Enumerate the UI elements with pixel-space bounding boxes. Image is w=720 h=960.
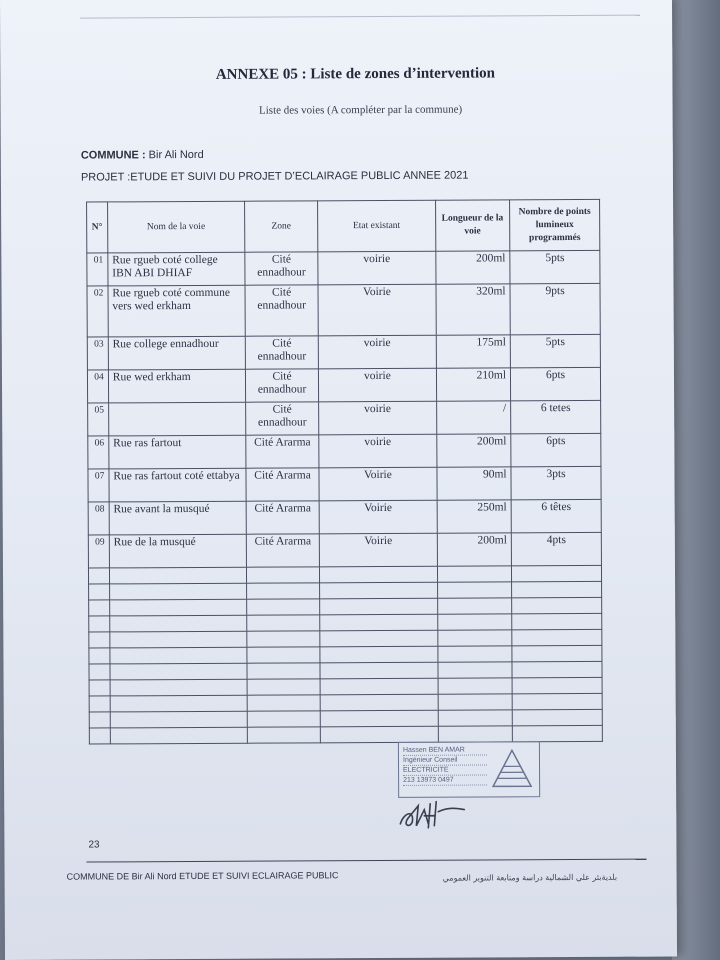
row-nom-cell xyxy=(108,402,245,436)
empty-cell xyxy=(109,583,246,600)
row-num-cell: 09 xyxy=(88,535,109,568)
page-title: ANNEXE 05 : Liste de zones d’intervention xyxy=(215,65,496,83)
empty-cell xyxy=(438,662,513,678)
row-etat-cell: voirie xyxy=(319,434,436,468)
empty-cell xyxy=(89,584,110,600)
empty-cell xyxy=(320,630,437,647)
empty-cell xyxy=(437,598,512,614)
empty-cell xyxy=(512,581,602,597)
empty-cell xyxy=(247,647,321,663)
row-points-cell: 6 têtes xyxy=(511,499,601,532)
row-zone-cell: Cité ennadhour xyxy=(245,369,319,402)
empty-cell xyxy=(247,711,321,727)
header-num: N° xyxy=(87,202,108,253)
empty-cell xyxy=(438,726,513,742)
row-etat-cell: Voirie xyxy=(318,284,436,336)
zones-table xyxy=(86,199,603,745)
stamp-line-2: Ingénieur Conseil xyxy=(403,755,487,765)
row-zone-cell: Cité ennadhour xyxy=(245,252,319,285)
row-points-cell: 5pts xyxy=(510,250,600,283)
empty-cell xyxy=(110,711,247,728)
empty-cell xyxy=(437,566,512,582)
empty-cell xyxy=(110,727,247,744)
empty-cell xyxy=(247,663,321,679)
empty-cell xyxy=(247,695,321,711)
empty-cell xyxy=(512,661,602,677)
row-zone-cell: Cité Ararma xyxy=(246,501,320,534)
empty-cell xyxy=(247,631,321,647)
table-row xyxy=(87,283,600,337)
row-etat-cell: Voirie xyxy=(319,467,436,501)
empty-cell xyxy=(437,630,512,646)
empty-cell xyxy=(246,599,320,615)
row-points-cell: 6pts xyxy=(511,433,601,466)
stamp-line-1: Hassen BEN AMAR xyxy=(403,745,487,755)
row-nom-cell: Rue ras fartout xyxy=(109,435,246,469)
row-points-cell: 9pts xyxy=(510,283,600,334)
empty-cell xyxy=(89,712,110,728)
row-nom-cell: Rue rgueb coté college IBN ABI DHIAF xyxy=(108,252,245,286)
footer-rule xyxy=(87,859,647,863)
empty-cell xyxy=(89,616,110,632)
empty-cell xyxy=(320,662,437,679)
footer-right: بلديةبئر علي الشمالية دراسة ومتابعة التنوير العمومي xyxy=(442,872,618,883)
empty-cell xyxy=(89,632,110,648)
page-number: 23 xyxy=(88,839,100,851)
empty-cell xyxy=(512,597,602,613)
row-etat-cell: voirie xyxy=(318,251,435,285)
empty-cell xyxy=(110,695,247,712)
row-num-cell: 04 xyxy=(87,370,108,403)
table-header-row xyxy=(87,199,600,253)
row-num-cell: 07 xyxy=(88,469,109,502)
empty-cell xyxy=(109,599,246,616)
row-etat-cell: voirie xyxy=(319,335,436,369)
row-etat-cell: Voirie xyxy=(319,500,436,534)
empty-cell xyxy=(437,646,512,662)
empty-cell xyxy=(110,663,247,680)
empty-cell xyxy=(512,565,602,581)
empty-cell xyxy=(437,582,512,598)
row-longueur-cell: 250ml xyxy=(437,500,512,533)
empty-cell xyxy=(320,678,437,695)
empty-cell xyxy=(512,629,602,645)
engineer-stamp xyxy=(398,741,540,798)
row-num-cell: 03 xyxy=(87,337,108,370)
row-longueur-cell: 210ml xyxy=(436,368,511,401)
row-zone-cell: Cité ennadhour xyxy=(245,402,319,435)
stamp-logo-icon xyxy=(489,746,535,792)
empty-cell xyxy=(246,583,320,599)
empty-cell xyxy=(320,646,437,663)
row-longueur-cell: 200ml xyxy=(437,533,512,566)
table-row xyxy=(88,400,601,436)
row-nom-cell: Rue rgueb coté commune vers wed erkham xyxy=(108,285,245,337)
row-zone-cell: Cité ennadhour xyxy=(245,336,319,369)
row-num-cell: 02 xyxy=(87,286,108,337)
row-longueur-cell: 90ml xyxy=(436,467,511,500)
row-nom-cell: Rue avant la musqué xyxy=(109,501,246,535)
empty-cell xyxy=(512,725,602,741)
empty-cell xyxy=(89,680,110,696)
row-longueur-cell: 320ml xyxy=(436,284,511,335)
table-row xyxy=(87,250,600,286)
empty-cell xyxy=(89,696,110,712)
handwritten-signature xyxy=(394,798,474,832)
row-nom-cell: Rue ras fartout coté ettabya xyxy=(109,468,246,502)
row-zone-cell: Cité Ararma xyxy=(246,435,320,468)
empty-cell xyxy=(512,677,602,693)
row-nom-cell: Rue college ennadhour xyxy=(108,336,245,370)
row-etat-cell: voirie xyxy=(319,368,436,402)
header-points: Nombre de points lumineux programmés xyxy=(510,199,600,250)
row-num-cell: 01 xyxy=(87,253,108,286)
table-row xyxy=(88,433,601,469)
table-row xyxy=(87,367,600,403)
row-etat-cell: voirie xyxy=(319,401,436,435)
row-points-cell: 6 tetes xyxy=(511,400,601,433)
row-nom-cell: Rue wed erkham xyxy=(108,369,245,403)
top-rule xyxy=(80,15,640,19)
empty-cell xyxy=(512,709,602,725)
row-etat-cell: Voirie xyxy=(320,533,437,567)
empty-cell xyxy=(247,679,321,695)
empty-cell xyxy=(88,568,109,584)
footer-left: COMMUNE DE Bir Ali Nord ETUDE ET SUIVI ECLAIRAGE PUBLIC xyxy=(66,870,339,882)
empty-cell xyxy=(89,648,110,664)
stamp-line-4: 213 13973 0497 xyxy=(403,775,487,785)
empty-cell xyxy=(320,582,437,599)
empty-cell xyxy=(320,566,437,583)
empty-cell xyxy=(320,598,437,615)
row-points-cell: 5pts xyxy=(510,334,600,367)
row-longueur-cell: 200ml xyxy=(436,434,511,467)
empty-cell xyxy=(321,726,438,743)
row-points-cell: 3pts xyxy=(511,466,601,499)
stamp-line-3: ELECTRICITE xyxy=(403,765,487,775)
row-longueur-cell: 175ml xyxy=(436,335,511,368)
row-longueur-cell: 200ml xyxy=(435,251,510,284)
row-zone-cell: Cité Ararma xyxy=(246,534,320,567)
empty-cell xyxy=(89,600,110,616)
empty-cell xyxy=(89,728,110,744)
header-zone: Zone xyxy=(244,201,318,252)
commune-value: Bir Ali Nord xyxy=(148,148,204,162)
row-zone-cell: Cité Ararma xyxy=(246,468,320,501)
empty-cell xyxy=(109,567,246,584)
background-shadow xyxy=(672,0,720,960)
header-longueur: Longueur de la voie xyxy=(435,200,510,251)
empty-cell xyxy=(512,613,602,629)
empty-cell xyxy=(437,614,512,630)
empty-cell xyxy=(246,567,320,583)
empty-cell xyxy=(247,615,321,631)
empty-cell xyxy=(247,727,321,743)
table-row xyxy=(87,334,600,370)
empty-cell xyxy=(320,710,437,727)
row-points-cell: 4pts xyxy=(511,532,601,565)
commune-label: COMMUNE : xyxy=(80,149,146,162)
header-etat: Etat existant xyxy=(318,200,436,252)
empty-cell xyxy=(89,664,110,680)
row-num-cell: 08 xyxy=(88,502,109,535)
row-num-cell: 06 xyxy=(88,436,109,469)
row-zone-cell: Cité ennadhour xyxy=(245,285,319,336)
empty-cell xyxy=(438,710,513,726)
empty-cell xyxy=(320,614,437,631)
empty-cell xyxy=(438,678,513,694)
commune-line xyxy=(81,149,204,162)
table-row xyxy=(88,466,601,502)
empty-cell xyxy=(110,679,247,696)
empty-cell xyxy=(512,645,602,661)
projet-line: PROJET :ETUDE ET SUIVI DU PROJET D’ECLAIRAGE PUBLIC ANNEE 2021 xyxy=(80,169,469,184)
empty-cell xyxy=(110,647,247,664)
header-nom: Nom de la voie xyxy=(107,201,244,253)
row-num-cell: 05 xyxy=(88,403,109,436)
empty-cell xyxy=(320,694,437,711)
row-nom-cell: Rue de la musqué xyxy=(109,534,246,568)
table-row xyxy=(88,532,601,568)
empty-cell xyxy=(438,694,513,710)
empty-cell xyxy=(110,631,247,648)
empty-cell xyxy=(110,615,247,632)
page-subtitle: Liste des voies (A compléter par la commune) xyxy=(258,103,463,117)
row-points-cell: 6pts xyxy=(511,367,601,400)
table-row xyxy=(88,499,601,535)
empty-cell xyxy=(512,693,602,709)
row-longueur-cell: / xyxy=(436,401,511,434)
